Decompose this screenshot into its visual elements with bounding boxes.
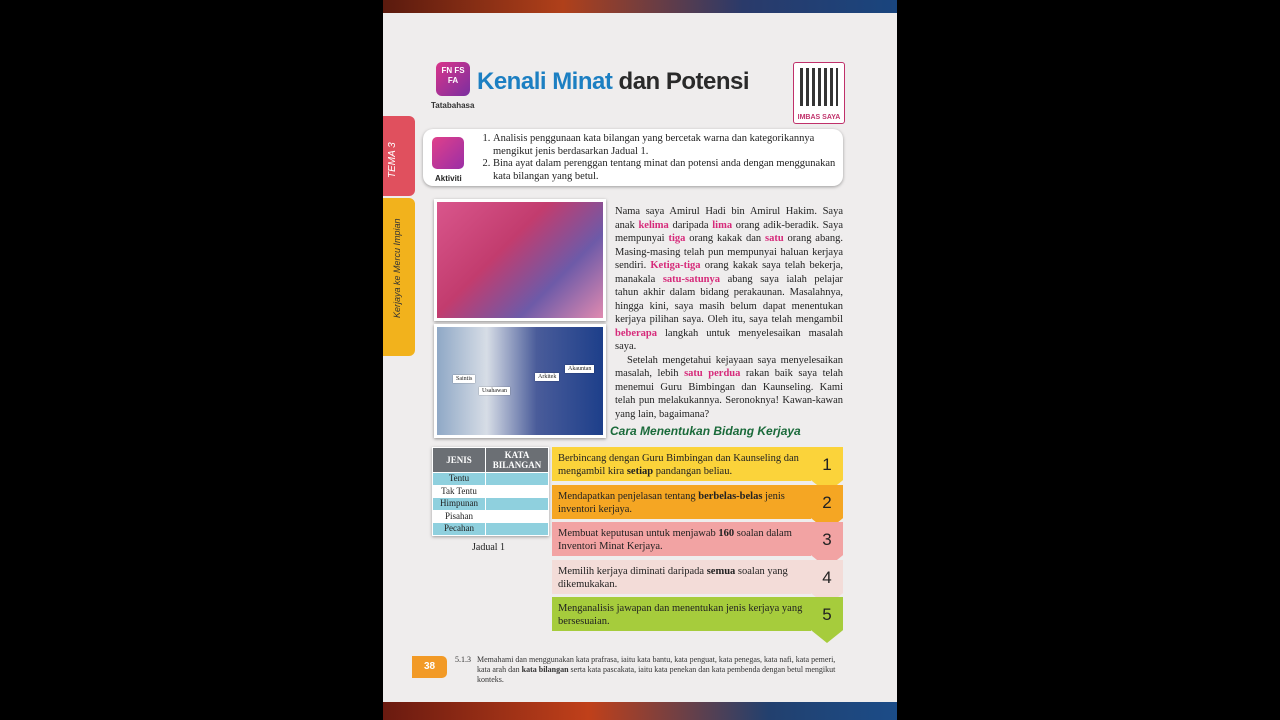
highlighted-word: semua bbox=[706, 566, 736, 577]
standard-text bbox=[477, 655, 845, 685]
table-row bbox=[433, 523, 549, 536]
highlighted-word: satu-satunya bbox=[662, 273, 720, 285]
table-cell: Tentu bbox=[433, 473, 486, 486]
highlighted-word: kata bilangan bbox=[521, 665, 569, 674]
text-run: Setelah mengetahui kejayaan saya menyelesaikan masalah, lebih bbox=[615, 354, 843, 379]
table-cell-empty bbox=[486, 498, 549, 511]
table-row bbox=[433, 498, 549, 511]
flow-step bbox=[552, 522, 842, 556]
text-run: Membuat keputusan untuk menjawab bbox=[558, 528, 719, 539]
highlighted-word: satu perdua bbox=[684, 368, 741, 379]
activity-item: 2. Bina ayat dalam perenggan tentang minat dan potensi anda dengan menggunakan kata bilangan yang betul. bbox=[493, 158, 845, 183]
text-run: orang kakak saya telah bekerja, manakala bbox=[615, 260, 844, 285]
highlighted-word: kelima bbox=[638, 219, 669, 231]
highlighted-word: satu bbox=[764, 233, 784, 244]
step-number: 4 bbox=[822, 568, 832, 587]
standard-code: 5.1.3 bbox=[455, 655, 471, 664]
text-run: orang adik-beradik. Saya mempunyai bbox=[615, 219, 843, 244]
activity-icon bbox=[432, 137, 464, 169]
qr-code[interactable] bbox=[793, 62, 845, 124]
table-header: KATA BILANGAN bbox=[486, 448, 549, 473]
table-caption: Jadual 1 bbox=[472, 542, 506, 553]
highlighted-word: beberapa bbox=[615, 327, 657, 339]
table-cell-empty bbox=[486, 473, 549, 486]
table-cell-empty bbox=[486, 510, 549, 523]
text-run: orang abang. Masing-masing telah pun mempunyai haluan kerjaya sendiri. bbox=[615, 233, 844, 271]
career-sign: Arkitek bbox=[535, 373, 559, 381]
career-sign: Saintis bbox=[453, 375, 475, 383]
text-run: soalan dalam Inventori Minat Kerjaya. bbox=[558, 528, 792, 552]
text-run: langkah untuk menyelesaikan masalah saya. bbox=[615, 327, 843, 352]
tema-label: TEMA 3 bbox=[387, 142, 398, 178]
activity-box bbox=[423, 129, 843, 186]
highlighted-word: setiap bbox=[626, 466, 654, 477]
activity-list bbox=[479, 133, 845, 183]
activity-label: Aktiviti bbox=[435, 174, 462, 183]
story-paragraph bbox=[615, 205, 843, 354]
photo-counselling bbox=[434, 199, 606, 321]
top-decorative-bar bbox=[383, 0, 897, 13]
table-cell: Pecahan bbox=[433, 523, 486, 536]
subject-tab bbox=[383, 198, 415, 356]
table-header: JENIS bbox=[433, 448, 486, 473]
step-text bbox=[558, 527, 810, 553]
text-run: Mendapatkan penjelasan tentang bbox=[558, 491, 699, 502]
standard-footnote bbox=[455, 655, 845, 685]
tatabahasa-logo-icon bbox=[436, 62, 470, 96]
career-sign: Usahawan bbox=[479, 387, 510, 395]
table-row bbox=[433, 485, 549, 498]
page-title bbox=[477, 68, 749, 96]
text-run: pandangan beliau. bbox=[653, 466, 733, 477]
highlighted-word: tiga bbox=[668, 233, 686, 244]
step-text bbox=[558, 602, 810, 628]
story-paragraph bbox=[615, 354, 843, 422]
logo-label: Tatabahasa bbox=[431, 101, 475, 110]
step-number: 1 bbox=[822, 455, 832, 474]
flow-step bbox=[552, 597, 842, 631]
table-cell: Tak Tentu bbox=[433, 485, 486, 498]
logo-text: FN FS FA bbox=[441, 66, 465, 85]
subject-label: Kerjaya ke Mercu Impian bbox=[392, 218, 402, 318]
highlighted-word: lima bbox=[712, 219, 733, 231]
highlighted-word: berbelas-belas bbox=[698, 491, 763, 502]
flow-step bbox=[552, 447, 842, 481]
flow-step bbox=[552, 560, 842, 594]
table-row bbox=[433, 510, 549, 523]
text-run: abang saya ialah pelajar tahun akhir dalam bidang perakaunan. Masalahnya, hingga kini, saya masih belum dapat menentukan kerjaya pilihan saya. Oleh itu, saya telah mengambil bbox=[615, 273, 843, 325]
story-text bbox=[615, 205, 843, 421]
textbook-page bbox=[383, 0, 897, 720]
text-run: Memilih kerjaya diminati daripada bbox=[558, 566, 707, 577]
title-rest: dan Potensi bbox=[618, 68, 750, 95]
step-number: 2 bbox=[822, 493, 832, 512]
flow-step bbox=[552, 485, 842, 519]
table-cell-empty bbox=[486, 523, 549, 536]
text-run: soalan yang dikemukakan. bbox=[558, 566, 788, 590]
kata-bilangan-table bbox=[432, 447, 549, 536]
text-run: Memahami dan menggunakan kata prafrasa, iaitu kata bantu, kata penguat, kata penegas, kata nafi, kata pemeri, kata arah dan bbox=[477, 655, 836, 674]
text-run: daripada bbox=[668, 219, 713, 231]
text-run: orang kakak dan bbox=[685, 233, 765, 244]
activity-item: 1. Analisis penggunaan kata bilangan yang bercetak warna dan kategorikannya mengikut jenis berdasarkan Jadual 1. bbox=[493, 133, 845, 158]
table-cell-empty bbox=[486, 485, 549, 498]
table-cell: Himpunan bbox=[433, 498, 486, 511]
highlighted-word: 160 bbox=[718, 528, 735, 539]
bottom-decorative-bar bbox=[383, 702, 897, 720]
qr-code-icon bbox=[800, 68, 838, 106]
text-run: Menganalisis jawapan dan menentukan jenis kerjaya yang bersesuaian. bbox=[558, 603, 803, 627]
highlighted-word: Ketiga-tiga bbox=[650, 260, 701, 271]
text-run: jenis inventori kerjaya. bbox=[558, 491, 785, 515]
career-sign: Akauntan bbox=[565, 365, 594, 373]
table-row bbox=[433, 473, 549, 486]
step-text bbox=[558, 565, 810, 591]
step-number: 3 bbox=[822, 530, 832, 549]
text-run: Berbincang dengan Guru Bimbingan dan Kaunseling dan mengambil kira bbox=[558, 453, 799, 477]
qr-caption: IMBAS SAYA bbox=[797, 114, 841, 121]
table-cell: Pisahan bbox=[433, 510, 486, 523]
step-text bbox=[558, 452, 810, 478]
photo-students-careers bbox=[434, 324, 606, 438]
text-run: rakan baik saya telah menemui Guru Bimbingan dan Kaunseling. Kami telah pun melakukannya. Seronoknya! Kawan-kawan yang lain, bagaimana? bbox=[615, 368, 843, 420]
tema-tab bbox=[383, 116, 415, 196]
step-number: 5 bbox=[822, 605, 832, 624]
title-highlight: Kenali Minat bbox=[477, 68, 613, 95]
text-run: Nama saya Amirul Hadi bin Amirul Hakim. Saya anak bbox=[615, 206, 843, 231]
step-text bbox=[558, 490, 810, 516]
flow-title: Cara Menentukan Bidang Kerjaya bbox=[610, 424, 801, 438]
text-run: serta kata pascakata, iaitu kata penekan dan kata pembenda dengan betul mengikut konteks. bbox=[477, 665, 836, 684]
page-number: 38 bbox=[412, 656, 447, 678]
